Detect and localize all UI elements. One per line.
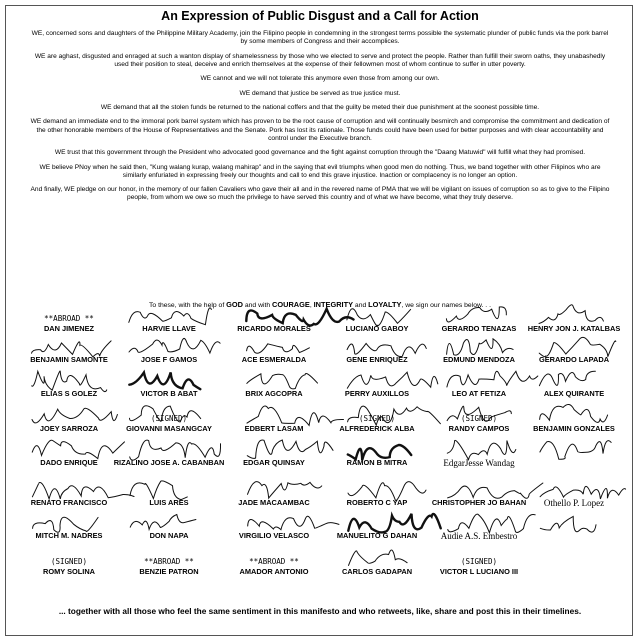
- closing-loyalty: LOYALTY: [368, 300, 402, 309]
- signatory-name: EDGAR QUINSAY: [243, 458, 305, 467]
- closing-after: , we sign our names below. . .: [401, 302, 491, 309]
- signatory-name: CARLOS GADAPAN: [341, 567, 413, 576]
- handwritten-signature-mark: [523, 434, 623, 464]
- signatory-name: EdgarJesse Wandag: [443, 458, 515, 468]
- paragraph-3: WE cannot and we will not tolerate this anymore even those from among our own.: [200, 75, 440, 83]
- signature-status-note: (SIGNED): [460, 557, 498, 566]
- closing-before: To these, with the help of: [149, 302, 227, 309]
- signatory-name: MITCH M. NADRES: [35, 531, 103, 540]
- signatory-name: Audie A.S. Embestro: [440, 531, 518, 541]
- paragraph-1: WE, concerned sons and daughters of the Philippine Military Academy, join the Filipino people in condemning in the strongest terms possible the systematic plunder of public funds via the pork barrel by some members of Congress and their accomplices.: [31, 30, 609, 46]
- signatory-name: RANDY CAMPOS: [448, 424, 510, 433]
- signature-block: [318, 507, 436, 547]
- paragraph-4: WE demand that justice be served as true justice must.: [239, 89, 401, 97]
- signatory-name: RAMON B MITRA: [346, 458, 408, 467]
- signature-block: [515, 365, 633, 405]
- signature-block: [318, 434, 436, 474]
- paragraph-9: And finally, WE pledge on our honor, in the memory of our fallen Cavaliers who gave their all and in the revered name of PMA that we will be vigilant on issues of corruption so as to give to the Filipino people, from whom we owe so much the privilege to have served this country and of what we have become, what they truly deserve.: [30, 186, 610, 202]
- signatory-name: ELIAS S GOLEZ: [40, 389, 98, 398]
- signature-block: [110, 365, 228, 405]
- signatory-name: DADO ENRIQUE: [40, 458, 98, 467]
- signatory-name: LEO AT FETIZA: [451, 389, 507, 398]
- signatory-name: PERRY AUXILLOS: [344, 389, 410, 398]
- signatory-name: EDBERT LASAM: [244, 424, 304, 433]
- signatory-name: ROBERTO C YAP: [346, 498, 408, 507]
- signature-status-note: (SIGNED): [50, 557, 88, 566]
- signatory-name: ALFREDERICK ALBA: [339, 424, 415, 433]
- signature-block: [110, 543, 228, 583]
- paragraph-8: WE believe PNoy when he said then, "Kung walang kurap, walang mahirap" and in the saying that evil triumphs when good men do nothing. Thus, we band together with other Filipinos who are similarly enfuriated in expressing freely our thoughts and call to end this grave injustice. Inaction or complacency is no longer an option.: [39, 163, 601, 179]
- signatory-name: ROMY SOLINA: [42, 567, 95, 576]
- signature-status-note: **ABROAD **: [249, 557, 299, 566]
- closing-integrity: INTEGRITY: [313, 300, 354, 309]
- signature-status-note: (SIGNED): [460, 414, 498, 423]
- signatory-name: GENE ENRIQUEZ: [346, 355, 408, 364]
- paragraph-7: WE trust that this government through the President who advocated good governance and the fight against corruption through the "Daang Matuwid" will fulfill what they had promised.: [54, 149, 586, 157]
- signatory-name: RENATO FRANCISCO: [30, 498, 108, 507]
- signatory-name: VICTOR B ABAT: [140, 389, 198, 398]
- closing-sep-1: ,: [309, 302, 314, 309]
- signatory-name: RIZALINO JOSE A. CABANBAN: [113, 458, 225, 467]
- signature-block: [110, 434, 228, 474]
- signature-block: [215, 434, 333, 474]
- signature-block: [215, 365, 333, 405]
- signature-block: [515, 507, 633, 547]
- signatory-name: RICARDO MORALES: [237, 324, 311, 333]
- signature-status-note: **ABROAD **: [144, 557, 194, 566]
- signature-status-note: **ABROAD **: [44, 314, 94, 323]
- signature-status-note: (SIGNED): [150, 414, 188, 423]
- closing-middle-1: and with: [242, 302, 273, 309]
- signatory-name: LUIS ARES: [149, 498, 189, 507]
- signatory-name: EDMUND MENDOZA: [443, 355, 515, 364]
- signature-block: [318, 543, 436, 583]
- manifesto-body: [28, 30, 612, 209]
- signatory-name: BENJAMIN GONZALES: [533, 424, 615, 433]
- closing-middle-2: and: [353, 302, 369, 309]
- signature-block: [515, 434, 633, 474]
- signatory-name: ACE ESMERALDA: [241, 355, 307, 364]
- signatory-name: JADE MACAAMBAC: [238, 498, 310, 507]
- signature-block: [318, 365, 436, 405]
- signatory-name: GIOVANNI MASANGCAY: [126, 424, 212, 433]
- signature-block: [215, 507, 333, 547]
- signatory-name: AMADOR ANTONIO: [239, 567, 309, 576]
- signature-block: [215, 543, 333, 583]
- signatory-name: JOSE F GAMOS: [140, 355, 198, 364]
- signatory-name: DAN JIMENEZ: [43, 324, 95, 333]
- signatory-name: LUCIANO GABOY: [345, 324, 409, 333]
- signatory-name: VIRGILIO VELASCO: [238, 531, 310, 540]
- closing-god: GOD: [226, 300, 243, 309]
- signature-status-note: (SIGNED): [358, 414, 396, 423]
- page-title: An Expression of Public Disgust and a Call for Action: [161, 9, 479, 23]
- footer-note: ... together with all those who feel the same sentiment in this manifesto and who retweets, like, share and post this in their timelines.: [58, 606, 582, 616]
- signatory-name: GERARDO LAPADA: [538, 355, 610, 364]
- signature-block: [420, 543, 538, 583]
- paragraph-6: WE demand an immediate end to the immoral pork barrel system which has proven to be the root cause of corruption and will continually besmirch and compromise the commitment and dedication of the other honorable members of the House of Representatives and the Senate. Pork has lost its rationale. Those funds could have been used for better purposes and with clear accountability and control under the Executive branch.: [30, 118, 610, 142]
- signatory-name: CHRISTOPHER JO BAHAN: [431, 498, 527, 507]
- signatory-name: JOEY SARROZA: [39, 424, 99, 433]
- closing-courage: COURAGE: [272, 300, 310, 309]
- signatory-name: VICTOR L LUCIANO III: [439, 567, 519, 576]
- signatory-name: BENJAMIN SAMONTE: [30, 355, 108, 364]
- signatory-name: Othello P. Lopez: [543, 498, 605, 508]
- signatory-name: HENRY JON J. KATALBAS: [527, 324, 621, 333]
- signatory-name: DON NAPA: [149, 531, 189, 540]
- signatory-name: BRIX AGCOPRA: [245, 389, 303, 398]
- paragraph-2: WE are aghast, disgusted and enraged at such a wanton display of shamelessness by those who we elected to serve and protect the people. Rather than fulfill their sworn oaths, they unabashedly used their position to steal, deceive and enrich themselves at the expense of their fellowmen most of whom continue to suffer in utter poverty.: [34, 52, 606, 68]
- signature-block: [110, 507, 228, 547]
- paragraph-5: WE demand that all the stolen funds be returned to the national coffers and that the guilty be meted their due punishment at the soonest possible time.: [100, 103, 540, 111]
- signatory-name: ALEX QUIRANTE: [543, 389, 605, 398]
- signatory-name: BENZIE PATRON: [139, 567, 199, 576]
- signatory-name: MANUELITO G DAHAN: [336, 531, 418, 540]
- signatory-name: GERARDO TENAZAS: [441, 324, 517, 333]
- handwritten-signature-mark: [523, 507, 623, 537]
- signatory-name: HARVIE LLAVE: [142, 324, 196, 333]
